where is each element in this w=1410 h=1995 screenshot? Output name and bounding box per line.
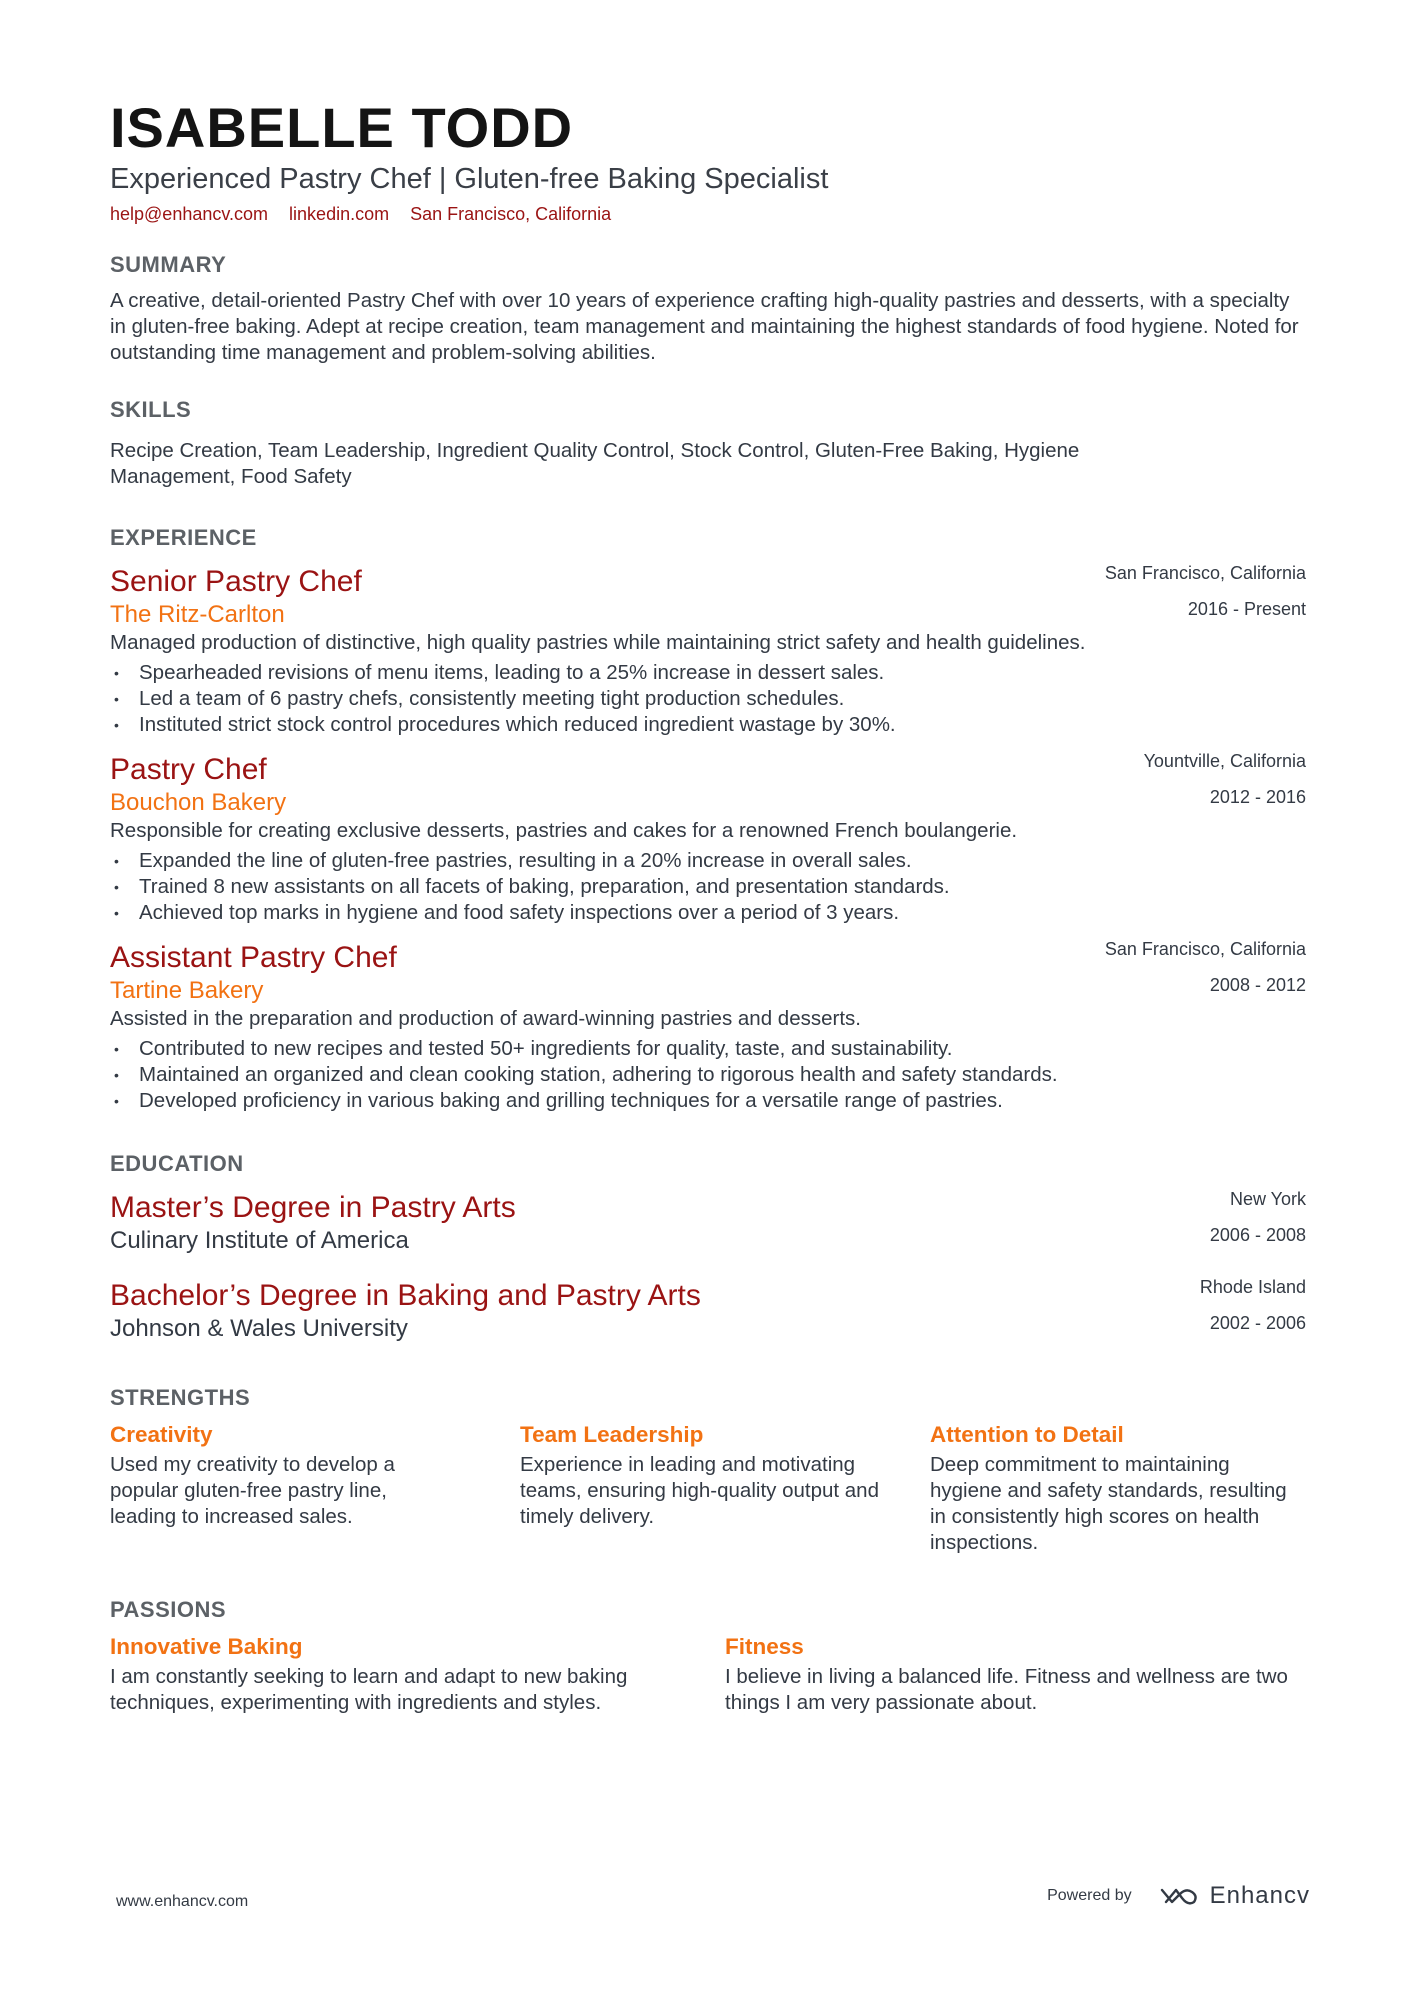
strength-item — [110, 1420, 520, 1556]
passions-grid — [110, 1632, 1306, 1716]
skills-section-title: SKILLS — [110, 397, 192, 422]
experience-meta — [1144, 750, 1306, 808]
experience-description: Managed production of distinctive, high quality pastries while maintaining strict safety and health guidelines. — [110, 631, 1086, 654]
candidate-name: ISABELLE TODD — [110, 96, 574, 159]
strength-text: Deep commitment to maintaining hygiene and safety standards, resulting in consistently high scores on health inspections. — [930, 1453, 1287, 1554]
experience-role: Assistant Pastry Chef — [110, 941, 397, 974]
bullet-item: • Contributed to new recipes and tested 50+ ingredients for quality, taste, and sustainability. — [114, 1037, 953, 1060]
footer-branding — [1047, 1882, 1310, 1910]
experience-entry — [110, 940, 1306, 1114]
experience-location: San Francisco, California — [1104, 563, 1306, 583]
bullet-icon: • — [114, 691, 119, 707]
education-entry — [110, 1278, 1306, 1344]
strength-text: Used my creativity to develop a popular gluten-free pastry line, leading to increased sales. — [110, 1453, 395, 1528]
experience-entry — [110, 752, 1306, 926]
strengths-section-title: STRENGTHS — [110, 1385, 251, 1410]
education-school: Culinary Institute of America — [110, 1227, 409, 1254]
bullet-item: • Developed proficiency in various baking and grilling techniques for a versatile range of pastries. — [114, 1089, 1003, 1112]
strength-title: Creativity — [110, 1422, 213, 1447]
experience-section-title: EXPERIENCE — [110, 525, 257, 550]
bullet-icon: • — [114, 879, 119, 895]
bullet-item: • Spearheaded revisions of menu items, leading to a 25% increase in dessert sales. — [114, 661, 885, 684]
resume-page — [110, 96, 1306, 1716]
bullet-icon: • — [114, 1067, 119, 1083]
experience-company: Bouchon Bakery — [110, 789, 287, 816]
strength-item — [930, 1420, 1306, 1556]
experience-company: The Ritz-Carlton — [110, 601, 285, 628]
experience-dates: 2012 - 2016 — [1209, 787, 1306, 807]
education-degree: Master’s Degree in Pastry Arts — [110, 1191, 516, 1224]
bullet-item: • Led a team of 6 pastry chefs, consistently meeting tight production schedules. — [114, 687, 845, 710]
bullet-icon: • — [114, 1041, 119, 1057]
experience-dates: 2016 - Present — [1187, 599, 1306, 619]
bullet-icon: • — [114, 1093, 119, 1109]
bullet-item: • Expanded the line of gluten-free pastries, resulting in a 20% increase in overall sales. — [114, 849, 912, 872]
contact-line — [110, 202, 1306, 226]
education-section-title: EDUCATION — [110, 1151, 244, 1176]
strength-text: Experience in leading and motivating teams, ensuring high-quality output and timely delivery. — [520, 1453, 879, 1528]
email-link[interactable]: help@enhancv.com — [110, 204, 269, 224]
passion-text: I am constantly seeking to learn and adapt to new baking techniques, experimenting with ingredients and styles. — [110, 1665, 628, 1714]
experience-description: Responsible for creating exclusive desserts, pastries and cakes for a renowned French boulangerie. — [110, 819, 1018, 842]
strength-title: Team Leadership — [520, 1422, 704, 1447]
bullet-item: • Trained 8 new assistants on all facets of baking, preparation, and presentation standards. — [114, 875, 950, 898]
passion-item — [110, 1632, 725, 1716]
experience-role: Senior Pastry Chef — [110, 565, 362, 598]
experience-role: Pastry Chef — [110, 753, 267, 786]
experience-bullets — [110, 1036, 1306, 1114]
passion-title: Fitness — [725, 1634, 804, 1659]
strength-title: Attention to Detail — [930, 1422, 1124, 1447]
education-location: New York — [1229, 1189, 1306, 1209]
linkedin-link[interactable]: linkedin.com — [289, 204, 390, 224]
experience-meta — [1105, 562, 1306, 620]
bullet-item: • Maintained an organized and clean cooking station, adhering to rigorous health and safety standards. — [114, 1063, 1058, 1086]
experience-meta — [1105, 938, 1306, 996]
experience-company: Tartine Bakery — [110, 977, 264, 1004]
education-location: Rhode Island — [1199, 1277, 1306, 1297]
strengths-grid — [110, 1420, 1306, 1556]
experience-description: Assisted in the preparation and production of award-winning pastries and desserts. — [110, 1007, 861, 1030]
education-dates: 2002 - 2006 — [1209, 1313, 1306, 1333]
bullet-icon: • — [114, 853, 119, 869]
summary-text: A creative, detail-oriented Pastry Chef with over 10 years of experience crafting high-quality pastries and desserts, with a specialty in gluten-free baking. Adept at recipe creation, team management and maintaining the highest standards of food hygiene. Noted for outstanding time management and problem-solving abilities. — [110, 289, 1299, 364]
summary-section-title: SUMMARY — [110, 252, 227, 277]
passion-text: I believe in living a balanced life. Fitness and wellness are two things I am very passionate about. — [725, 1665, 1288, 1714]
passion-item — [725, 1632, 1306, 1716]
education-degree: Bachelor’s Degree in Baking and Pastry Arts — [110, 1279, 701, 1312]
experience-entry — [110, 564, 1306, 738]
powered-by-text: Powered by — [1047, 1887, 1132, 1904]
enhancv-brand-text: Enhancv — [1209, 1882, 1310, 1909]
education-entry — [110, 1190, 1306, 1256]
footer-website[interactable]: www.enhancv.com — [116, 1893, 249, 1910]
location-text: San Francisco, California — [410, 204, 612, 224]
enhancv-logo-icon — [1158, 1884, 1204, 1908]
candidate-headline: Experienced Pastry Chef | Gluten-free Baking Specialist — [110, 163, 829, 195]
bullet-item: • Achieved top marks in hygiene and food safety inspections over a period of 3 years. — [114, 901, 900, 924]
education-meta — [1210, 1188, 1306, 1246]
education-meta — [1200, 1276, 1306, 1334]
education-school: Johnson & Wales University — [110, 1315, 408, 1342]
passion-title: Innovative Baking — [110, 1634, 303, 1659]
bullet-icon: • — [114, 717, 119, 733]
education-dates: 2006 - 2008 — [1209, 1225, 1306, 1245]
bullet-icon: • — [114, 665, 119, 681]
bullet-icon: • — [114, 905, 119, 921]
experience-dates: 2008 - 2012 — [1209, 975, 1306, 995]
skills-text: Recipe Creation, Team Leadership, Ingredient Quality Control, Stock Control, Gluten-Free Baking, Hygiene Management, Food Safety — [110, 439, 1080, 488]
experience-location: San Francisco, California — [1104, 939, 1306, 959]
experience-location: Yountville, California — [1143, 751, 1306, 771]
bullet-item: • Instituted strict stock control procedures which reduced ingredient wastage by 30%. — [114, 713, 896, 736]
experience-bullets — [110, 848, 1306, 926]
strength-item — [520, 1420, 930, 1556]
passions-section-title: PASSIONS — [110, 1597, 227, 1622]
experience-bullets — [110, 660, 1306, 738]
